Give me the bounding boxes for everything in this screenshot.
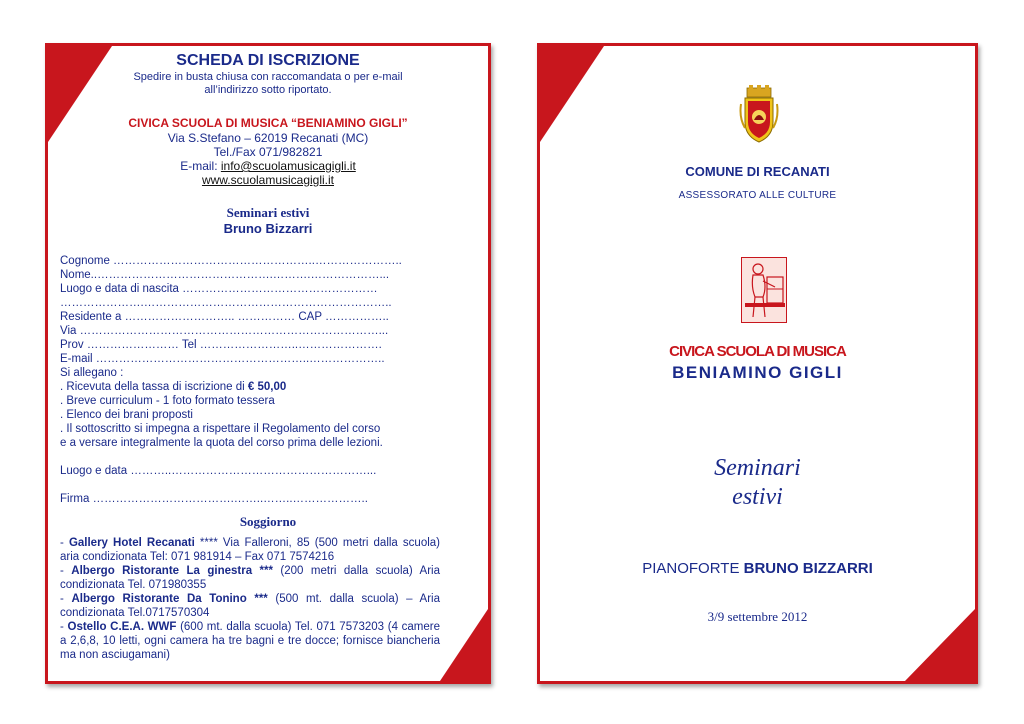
cover-title-line1: Seminari: [714, 455, 801, 481]
comune-title: COMUNE DI RECANATI: [685, 164, 830, 179]
recanati-coat-of-arms-icon: [737, 84, 781, 144]
instructions-line-1: Spedire in busta chiusa con raccomandata o per e-mail: [133, 71, 403, 83]
website-link[interactable]: www.scuolamusicagigli.it: [201, 173, 335, 187]
course-dates: 3/9 settembre 2012: [707, 609, 808, 624]
seminar-title: Seminari estivi: [226, 205, 310, 220]
registration-form-panel: [45, 43, 491, 684]
seminar-teacher: Bruno Bizzarri: [223, 221, 313, 236]
field-luogo-nascita[interactable]: Luogo e data di nascita ……………………………………………: [60, 283, 378, 295]
hotel-details: (200 metri dalla scuola) Aria condizionata Tel. 071980355: [60, 565, 440, 591]
email-link[interactable]: info@scuolamusicagigli.it: [220, 159, 356, 173]
hotel-item: - Ostello C.E.A. WWF (600 mt. dalla scuola) Tel. 071 7573203 (4 camere a 2,6,8, 10 letti, ogni camera ha tre bagni e tre docce; fornisce biancheria ma non asciugamani): [60, 621, 440, 661]
school-email-line: [48, 159, 488, 173]
field-nome[interactable]: Nome..……………………………………….……….………………...: [60, 269, 390, 281]
hotel-item: - Albergo Ristorante La ginestra *** (200 metri dalla scuola) Aria condizionata Tel. 071980355: [60, 565, 440, 591]
field-prov-tel[interactable]: Prov …………………… Tel ……………………..………………….: [60, 339, 382, 351]
instructions-line-2: all’indirizzo sotto riportato.: [204, 84, 332, 96]
email-label: E-mail:: [180, 159, 221, 173]
school-name: CIVICA SCUOLA DI MUSICA “BENIAMINO GIGLI”: [128, 116, 408, 130]
field-luogo-data[interactable]: Luogo e data ………..……………………………………………...: [60, 465, 377, 477]
hotel-name: Albergo Ristorante Da Tonino ***: [71, 593, 268, 605]
hotel-name: Ostello C.E.A. WWF: [67, 621, 177, 633]
form-title: SCHEDA DI ISCRIZIONE: [176, 52, 360, 69]
corner-decoration-bottom-right: [440, 609, 488, 681]
hotel-list: [60, 536, 440, 662]
cover-panel: [537, 43, 978, 684]
school-contacts: [48, 131, 488, 187]
hotel-name: Gallery Hotel Recanati: [68, 537, 195, 549]
cover-title-line2: estivi: [732, 484, 783, 510]
field-luogo-nascita-cont[interactable]: ………………….………………………………………………………..: [60, 297, 392, 309]
soggiorno-title: Soggiorno: [239, 514, 297, 529]
hotel-details: (600 mt. dalla scuola) Tel. 071 7573203 (4 camere a 2,6,8, 10 letti, ogni camera ha tre bagni e tre docce; fornisce biancheria ma non asciugamani): [60, 621, 440, 661]
field-via[interactable]: Via ……………………………………………………………………...: [60, 325, 389, 337]
hotel-details: **** Via Falleroni, 85 (500 metri dalla scuola) aria condizionata Tel: 071 981914 – Fax 071 7574216: [60, 537, 440, 563]
teacher-name: BRUNO BIZZARRI: [743, 560, 873, 577]
attachment-rules: . Il sottoscritto si impegna a rispettare il Regolamento del corso: [60, 423, 381, 435]
hotel-item: - Gallery Hotel Recanati **** Via Falleroni, 85 (500 metri dalla scuola) aria condizionata Tel: 071 981914 – Fax 071 7574216: [60, 537, 440, 563]
school-phone: Tel./Fax 071/982821: [213, 145, 323, 159]
field-firma[interactable]: Firma ……………………………….……..……..………………..: [60, 493, 368, 505]
assessorato-title: ASSESSORATO ALLE CULTURE: [678, 190, 837, 201]
cover-title: [540, 454, 975, 512]
course-line: [540, 560, 975, 577]
fee-prefix: . Ricevuta della tassa di iscrizione di: [60, 381, 248, 393]
form-instructions: [48, 71, 488, 97]
pianist-logo-icon: [741, 257, 787, 323]
school-website-line: [48, 173, 488, 187]
school-name-line2: BENIAMINO GIGLI: [672, 363, 843, 382]
school-name-line1: CIVICA SCUOLA DI MUSICA: [669, 343, 846, 360]
school-address: Via S.Stefano – 62019 Recanati (MC): [167, 131, 369, 145]
field-residente[interactable]: Residente a ……………………….. …………… CAP ……………..: [60, 311, 389, 323]
attachment-pieces: . Elenco dei brani proposti: [60, 409, 193, 421]
attachment-curriculum: . Breve curriculum - 1 foto formato tessera: [60, 395, 275, 407]
field-cognome[interactable]: Cognome ……………………………………………..…………………..: [60, 255, 402, 267]
attachment-fee: [60, 380, 480, 394]
instrument: PIANOFORTE: [642, 560, 744, 577]
fee-value: € 50,00: [247, 381, 287, 393]
attachment-payment: e a versare integralmente la quota del corso prima delle lezioni.: [60, 437, 383, 449]
hotel-item: - Albergo Ristorante Da Tonino *** (500 mt. dalla scuola) – Aria condizionata Tel.0717570304: [60, 593, 440, 619]
field-email[interactable]: E-mail ………………………………………………..………………..: [60, 353, 385, 365]
form-fields: [60, 254, 480, 506]
attachments-label: Si allegano :: [60, 367, 124, 379]
corner-decoration-top-left: [540, 46, 604, 142]
hotel-details: (500 mt. dalla scuola) – Aria condizionata Tel.0717570304: [60, 593, 440, 619]
hotel-name: Albergo Ristorante La ginestra ***: [71, 565, 273, 577]
